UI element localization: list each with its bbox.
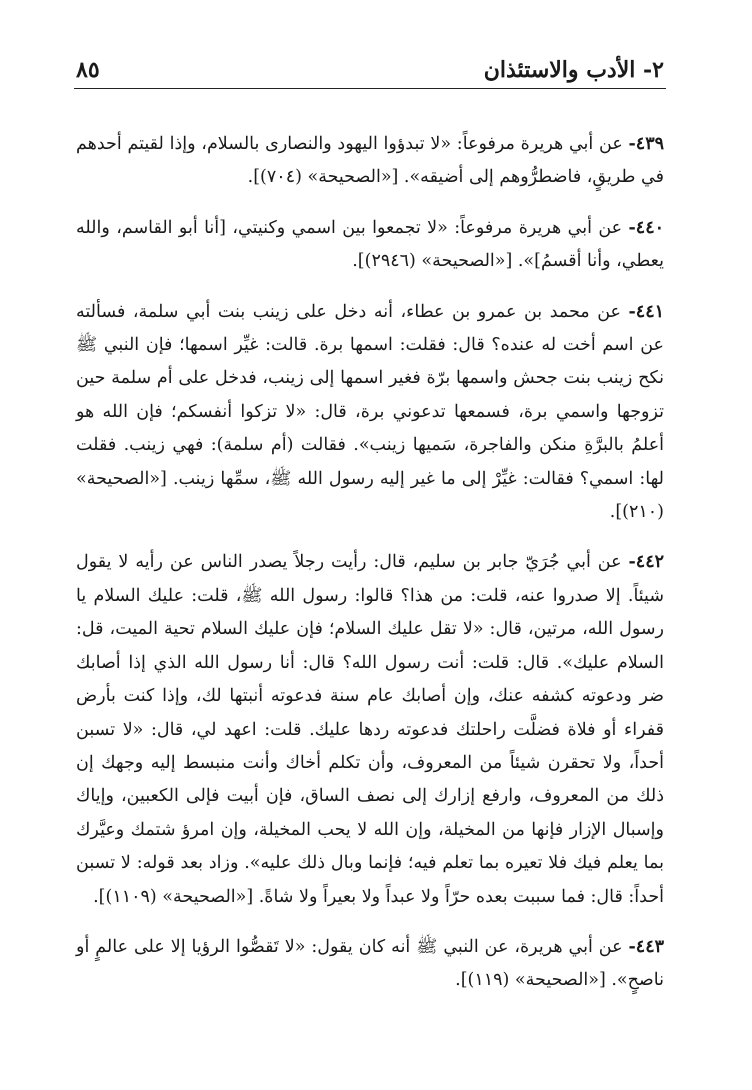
hadith-442 <box>76 546 664 913</box>
hadith-text: عن أبي هريرة، عن النبي ﷺ أنه كان يقول: «لا تَقصُّوا الرؤيا إلا على عالمٍ أو ناصحٍ». [«الصحيحة» (١١٩)]. <box>76 936 664 991</box>
hadith-440 <box>76 212 664 279</box>
page-number: ٨٥ <box>76 57 100 83</box>
hadith-441 <box>76 296 664 530</box>
chapter-title: ٢- الأدب والاستئذان <box>483 57 664 83</box>
hadith-text: عن أبي جُرَيّ جابر بن سليم، قال: رأيت رجلاً يصدر الناس عن رأيه لا يقول شيئاً. إلا صدروا عنه، قلت: من هذا؟ قالوا: رسول الله ﷺ، قلت: عليك السلام يا رسول الله، مرتين، قال: «لا تقل عليك السلام؛ فإن عليك السلام تحية الميت، قل: السلام عليك». قال: قلت: أنت رسول الله؟ قال: أنا رسول الله الذي إذا أصابك ضر ودعوته كشفه عنك، وإن أصابك عام سنة فدعوته أنبتها لك، وإذا كنت بأرض قفراء أو فلاة فضلَّت راحلتك فدعوته ردها عليك. قلت: اعهد لي، قال: «لا تسبن أحداً، ولا تحقرن شيئاً من المعروف، وأن تكلم أخاك وأنت منبسط إليه وجهك إن ذلك من المعروف، وارفع إزارك إلى نصف الساق، فإن أبيت فإلى الكعبين، وإياك وإسبال الإزار فإنها من المخيلة، وإن الله لا يحب المخيلة، وإن امرؤ شتمك وعيَّرك بما يعلم فيك فلا تعيره بما تعلم فيه؛ فإنما وبال ذلك عليه». وزاد بعد قوله: لا تسبن أحداً: قال: فما سببت بعده حرّاً ولا عبداً ولا بعيراً ولا شاةً. [«الصحيحة» (١١٠٩)]. <box>76 552 664 907</box>
hadith-number: ٤٤١- <box>628 301 664 322</box>
page-header <box>76 54 664 84</box>
hadith-number: ٤٣٩- <box>628 134 664 154</box>
page-body <box>76 128 664 1015</box>
hadith-text: عن محمد بن عمرو بن عطاء، أنه دخل على زينب بنت أبي سلمة، فسألته عن اسم أخت له عنده؟ قال: فقلت: اسمها برة. قالت: غيِّر اسمها؛ فإن النبي ﷺ نكح زينب بنت جحش واسمها برّة فغير اسمها إلى زينب، فدخل على أم سلمة حين تزوجها واسمي برة، فسمعها تدعوني برة، قال: «لا تزكوا أنفسكم؛ فإن الله هو أعلمُ بالبرَّةِ منكن والفاجرة، سَميها زينب». فقالت (أم سلمة): فهي زينب. فقلت لها: اسمي؟ فقالت: غيِّرْ إلى ما غير إليه رسول الله ﷺ، سمِّها زينب. [«الصحيحة» (٢١٠)]. <box>76 301 664 523</box>
hadith-text: عن أبي هريرة مرفوعاً: «لا تبدؤوا اليهود والنصارى بالسلام، وإذا لقيتم أحدهم في طريقٍ، فاضطرُّوهم إلى أضيقه». [«الصحيحة» (٧٠٤)]. <box>76 134 664 188</box>
hadith-number: ٤٤٣- <box>628 936 664 957</box>
hadith-number: ٤٤٠- <box>628 217 664 238</box>
hadith-439 <box>76 128 664 195</box>
hadith-text: عن أبي هريرة مرفوعاً: «لا تجمعوا بين اسمي وكنيتي، [أنا أبو القاسم، والله يعطي، وأنا أقسمُ]». [«الصحيحة» (٢٩٤٦)]. <box>76 217 664 272</box>
header-divider <box>74 88 666 89</box>
hadith-443 <box>76 931 664 998</box>
hadith-number: ٤٤٢- <box>628 552 664 573</box>
